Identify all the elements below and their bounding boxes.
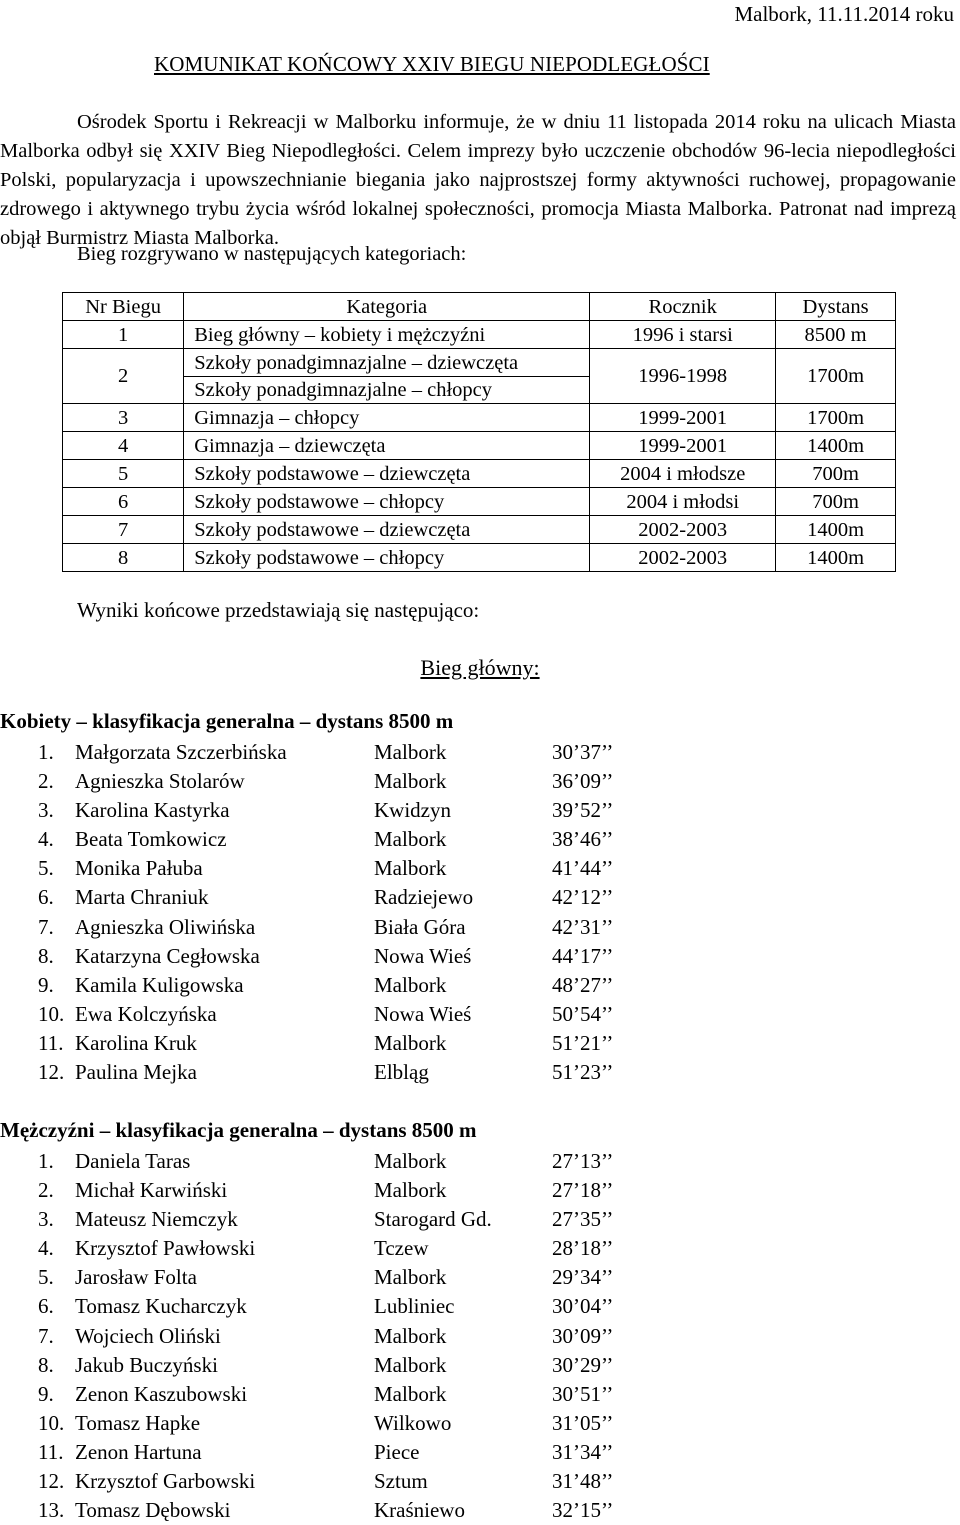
rank: 12. [38, 1060, 65, 1085]
rank: 13. [38, 1498, 65, 1523]
runner-name: Paulina Mejka [75, 1060, 197, 1085]
runner-city: Radziejewo [374, 885, 474, 910]
runner-city: Malbork [374, 1381, 447, 1406]
runner-city: Nowa Wieś [374, 943, 472, 968]
rank: 4. [38, 827, 54, 852]
rank: 10. [38, 1410, 65, 1435]
runner-time: 41’44’’ [552, 856, 614, 881]
runner-city: Malbork [374, 1178, 447, 1203]
cell-kategoria-split [184, 349, 590, 404]
rank: 7. [38, 914, 54, 939]
runner-city: Malbork [374, 856, 447, 881]
runner-city: Wilkowo [374, 1410, 452, 1435]
table-row [63, 460, 896, 488]
women-section-title: Kobiety ‒ klasyfikacja generalna ‒ dystans 8500 m [0, 709, 454, 733]
cell-nr: 3 [63, 404, 184, 432]
cell-nr: 8 [63, 544, 184, 572]
runner-city: Sztum [374, 1469, 428, 1494]
rank: 11. [38, 1030, 64, 1055]
rank: 1. [38, 1149, 54, 1173]
table-header-row [63, 293, 896, 321]
cell-rocznik: 1996-1998 [590, 349, 776, 404]
runner-name: Monika Pałuba [75, 856, 203, 881]
runner-name: Beata Tomkowicz [75, 827, 227, 852]
runner-time: 27’13’’ [552, 1149, 614, 1173]
runner-city: Piece [374, 1439, 420, 1464]
cell-kategoria: Gimnazja ‒ dziewczęta [184, 432, 590, 460]
rank: 11. [38, 1439, 64, 1464]
runner-city: Malbork [374, 1352, 447, 1377]
runner-time: 30’04’’ [552, 1294, 614, 1319]
runner-time: 30’51’’ [552, 1381, 614, 1406]
rank: 4. [38, 1236, 54, 1261]
runner-name: Tomasz Kucharczyk [75, 1294, 247, 1319]
runner-name: Agnieszka Stolarów [75, 769, 245, 794]
rank: 6. [38, 1294, 54, 1319]
runner-city: Malbork [374, 827, 447, 852]
runner-name: Michał Karwiński [75, 1178, 228, 1203]
results-intro: Wyniki końcowe przedstawiają się następująco: [77, 598, 480, 622]
cell-dystans: 1400m [776, 516, 896, 544]
intro-paragraph: Ośrodek Sportu i Rekreacji w Malborku informuje, że w dniu 11 listopada 2014 roku na ulicach Miasta Malborka odbył się XXIV Bieg Niepodległości. Celem imprezy było uczczenie obchodów 96-lecia niepodległości Polski, popularyzacja i upowszechnianie biegania jako najprostszej formy aktywności ruchowej, propagowanie zdrowego i aktywnego trybu życia wśród lokalnej społeczności, promocja Miasta Malborka. Patronat nad imprezą objął Burmistrz Miasta Malborka. [0, 111, 956, 249]
cell-nr: 4 [63, 432, 184, 460]
cell-kategoria: Szkoły podstawowe ‒ chłopcy [184, 488, 590, 516]
runner-city: Kraśniewo [374, 1498, 465, 1523]
runner-name: Karolina Kruk [75, 1030, 197, 1055]
runner-time: 36’09’’ [552, 769, 614, 794]
runner-time: 27’35’’ [552, 1207, 614, 1232]
runner-name: Marta Chraniuk [75, 885, 209, 910]
runner-name: Tomasz Dębowski [75, 1498, 231, 1523]
runner-name: Małgorzata Szczerbińska [75, 740, 287, 764]
cell-dystans: 8500 m [776, 321, 896, 349]
table-row [63, 404, 896, 432]
runner-time: 39’52’’ [552, 798, 614, 823]
table-row [63, 516, 896, 544]
runner-city: Tczew [374, 1236, 429, 1261]
runner-name: Katarzyna Cegłowska [75, 943, 260, 968]
cell-rocznik: 2002-2003 [590, 516, 776, 544]
cell-rocznik: 1999-2001 [590, 404, 776, 432]
runner-name: Kamila Kuligowska [75, 972, 244, 997]
rank: 8. [38, 1352, 54, 1377]
cell-dystans: 1400m [776, 432, 896, 460]
cell-nr: 7 [63, 516, 184, 544]
cell-dystans: 1700m [776, 404, 896, 432]
runner-city: Starogard Gd. [374, 1207, 492, 1232]
cell-nr: 5 [63, 460, 184, 488]
runner-city: Lubliniec [374, 1294, 455, 1319]
rank: 9. [38, 1381, 54, 1406]
rank: 2. [38, 769, 54, 794]
cell-nr: 6 [63, 488, 184, 516]
runner-time: 38’46’’ [552, 827, 614, 852]
runner-name: Jarosław Folta [75, 1265, 197, 1290]
rank: 3. [38, 1207, 54, 1232]
cell-nr: 2 [63, 349, 184, 404]
rank: 9. [38, 972, 54, 997]
rank: 7. [38, 1323, 54, 1348]
cell-rocznik: 2004 i młodsze [590, 460, 776, 488]
runner-time: 28’18’’ [552, 1236, 614, 1261]
runner-name: Krzysztof Garbowski [75, 1469, 256, 1494]
document-date: Malbork, 11.11.2014 roku [734, 2, 954, 26]
runner-time: 30’29’’ [552, 1352, 614, 1377]
rank: 8. [38, 943, 54, 968]
runner-city: Malbork [374, 1323, 447, 1348]
runner-city: Malbork [374, 769, 447, 794]
runner-city: Malbork [374, 1265, 447, 1290]
runner-time: 42’12’’ [552, 885, 614, 910]
cell-rocznik: 2004 i młodsi [590, 488, 776, 516]
runner-name: Zenon Hartuna [75, 1439, 202, 1464]
runner-city: Malbork [374, 1149, 447, 1173]
header-dystans: Dystans [776, 293, 896, 321]
runner-time: 44’17’’ [552, 943, 614, 968]
runner-name: Mateusz Niemczyk [75, 1207, 238, 1232]
runner-city: Malbork [374, 740, 447, 764]
runner-city: Nowa Wieś [374, 1001, 472, 1026]
runner-time: 31’48’’ [552, 1469, 614, 1494]
runner-city: Malbork [374, 972, 447, 997]
runner-city: Biała Góra [374, 914, 466, 939]
runner-time: 42’31’’ [552, 914, 614, 939]
main-run-title: Bieg główny: [420, 655, 540, 680]
rank: 6. [38, 885, 54, 910]
cell-dystans: 700m [776, 460, 896, 488]
runner-time: 51’23’’ [552, 1060, 614, 1085]
runner-time: 29’34’’ [552, 1265, 614, 1290]
runner-name: Wojciech Oliński [75, 1323, 221, 1348]
runner-city: Kwidzyn [374, 798, 451, 823]
cell-rocznik: 1999-2001 [590, 432, 776, 460]
cell-kategoria-2: Szkoły ponadgimnazjalne ‒ chłopcy [184, 376, 589, 403]
runner-city: Elbląg [374, 1060, 429, 1085]
categories-intro: Bieg rozgrywano w następujących kategoriach: [77, 243, 467, 265]
cell-kategoria: Szkoły podstawowe ‒ dziewczęta [184, 516, 590, 544]
cell-kategoria: Szkoły podstawowe ‒ dziewczęta [184, 460, 590, 488]
runner-time: 51’21’’ [552, 1030, 614, 1055]
runner-name: Ewa Kolczyńska [75, 1001, 217, 1026]
runner-name: Jakub Buczyński [75, 1352, 218, 1377]
table-row [63, 432, 896, 460]
cell-kategoria: Gimnazja ‒ chłopcy [184, 404, 590, 432]
rank: 5. [38, 1265, 54, 1290]
rank: 2. [38, 1178, 54, 1203]
cell-kategoria: Szkoły podstawowe ‒ chłopcy [184, 544, 590, 572]
runner-city: Malbork [374, 1030, 447, 1055]
cell-dystans: 1400m [776, 544, 896, 572]
runner-time: 30’09’’ [552, 1323, 614, 1348]
runner-time: 31’34’’ [552, 1439, 614, 1464]
table-row [63, 544, 896, 572]
runner-time: 30’37’’ [552, 740, 614, 764]
rank: 3. [38, 798, 54, 823]
categories-table [62, 292, 896, 572]
runner-name: Agnieszka Oliwińska [75, 914, 256, 939]
runner-time: 50’54’’ [552, 1001, 614, 1026]
main-run-heading [0, 655, 960, 681]
cell-nr: 1 [63, 321, 184, 349]
header-nr: Nr Biegu [63, 293, 184, 321]
runner-time: 27’18’’ [552, 1178, 614, 1203]
table-row [63, 349, 896, 404]
rank: 10. [38, 1001, 65, 1026]
cell-dystans: 700m [776, 488, 896, 516]
runner-name: Karolina Kastyrka [75, 798, 230, 823]
runner-time: 48’27’’ [552, 972, 614, 997]
table-row [63, 488, 896, 516]
cell-rocznik: 1996 i starsi [590, 321, 776, 349]
header-rocznik: Rocznik [590, 293, 776, 321]
cell-kategoria: Bieg główny ‒ kobiety i mężczyźni [184, 321, 590, 349]
cell-rocznik: 2002-2003 [590, 544, 776, 572]
runner-name: Tomasz Hapke [75, 1410, 201, 1435]
runner-name: Zenon Kaszubowski [75, 1381, 248, 1406]
document-title: KOMUNIKAT KOŃCOWY XXIV BIEGU NIEPODLEGŁOŚCI [154, 52, 710, 76]
rank: 12. [38, 1469, 65, 1494]
table-row [63, 321, 896, 349]
runner-time: 31’05’’ [552, 1410, 614, 1435]
runner-name: Krzysztof Pawłowski [75, 1236, 256, 1261]
men-section-title: Mężczyźni ‒ klasyfikacja generalna ‒ dystans 8500 m [0, 1118, 477, 1142]
header-kategoria: Kategoria [184, 293, 590, 321]
rank: 5. [38, 856, 54, 881]
rank: 1. [38, 740, 54, 764]
cell-kategoria: Szkoły ponadgimnazjalne ‒ dziewczęta [194, 351, 519, 374]
cell-dystans: 1700m [776, 349, 896, 404]
runner-name: Daniela Taras [75, 1149, 191, 1173]
runner-time: 32’15’’ [552, 1498, 614, 1523]
